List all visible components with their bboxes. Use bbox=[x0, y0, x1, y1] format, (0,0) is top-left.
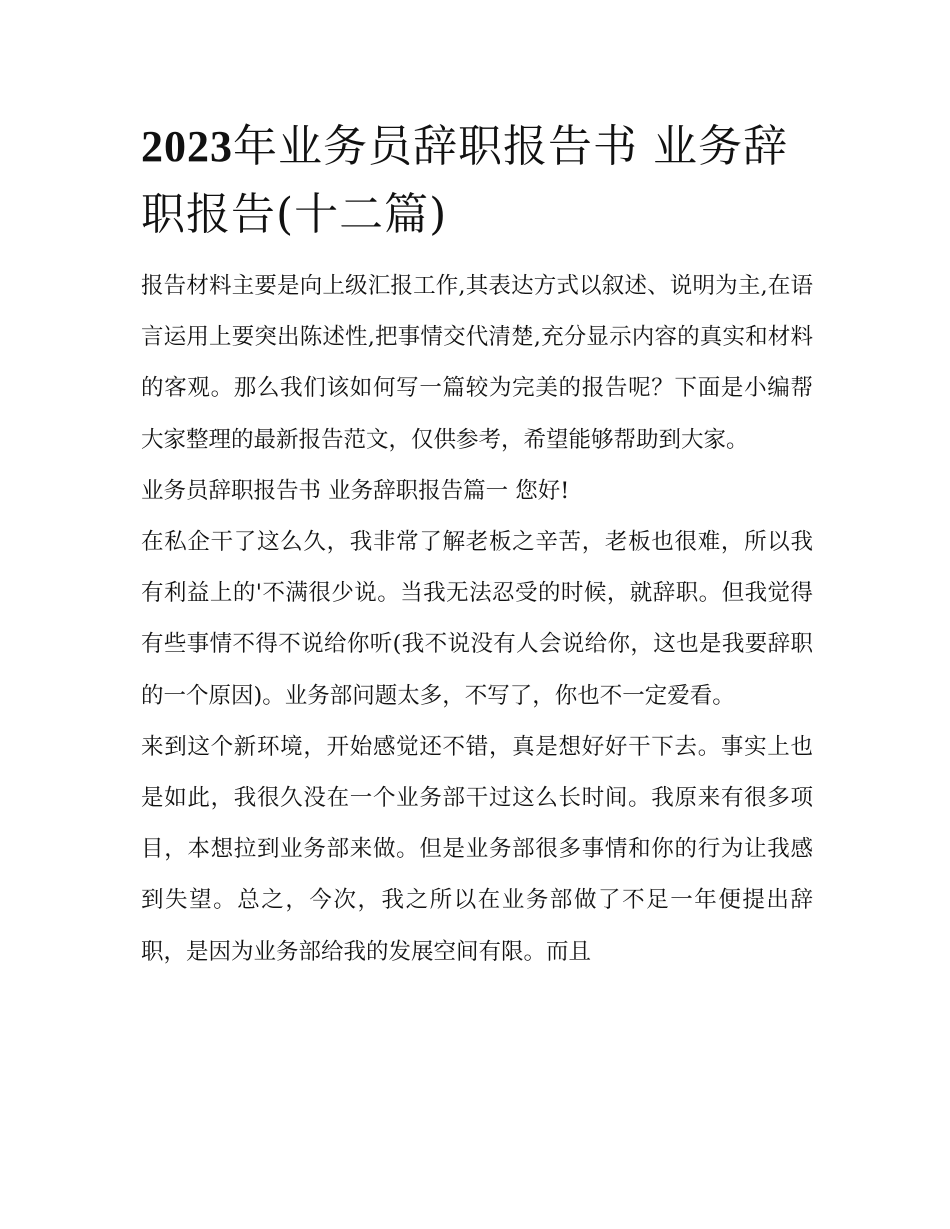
section-heading-paragraph: 业务员辞职报告书 业务辞职报告篇一 您好! bbox=[141, 477, 570, 504]
body-paragraph: 在私企干了这么久，我非常了解老板之辛苦，老板也很难，所以我有利益上的'不满很少说。当我无法忍受的时候，就辞职。但我觉得有些事情不得不说给你听(我不说没有人会说给你，这也是我要辞职的一个原因)。业务部问题太多，不写了，你也不一定爱看。 bbox=[141, 529, 813, 709]
intro-paragraph: 报告材料主要是向上级汇报工作,其表达方式以叙述、说明为主,在语言运用上要突出陈述性,把事情交代清楚,充分显示内容的真实和材料的客观。那么我们该如何写一篇较为完美的报告呢？下面是小编帮大家整理的最新报告范文，仅供参考，希望能够帮助到大家。 bbox=[141, 273, 813, 453]
document-title bbox=[141, 113, 813, 249]
title-text: 年业务员辞职报告书 业务辞职报告(十二篇) bbox=[141, 121, 788, 240]
title-year: 2023 bbox=[141, 122, 233, 171]
document-body bbox=[141, 113, 813, 978]
body-paragraph: 来到这个新环境，开始感觉还不错，真是想好好干下去。事实上也是如此，我很久没在一个业务部干过这么长时间。我原来有很多项目，本想拉到业务部来做。但是业务部很多事情和你的行为让我感到失望。总之，今次，我之所以在业务部做了不足一年便提出辞职，是因为业务部给我的发展空间有限。而且 bbox=[141, 733, 813, 965]
